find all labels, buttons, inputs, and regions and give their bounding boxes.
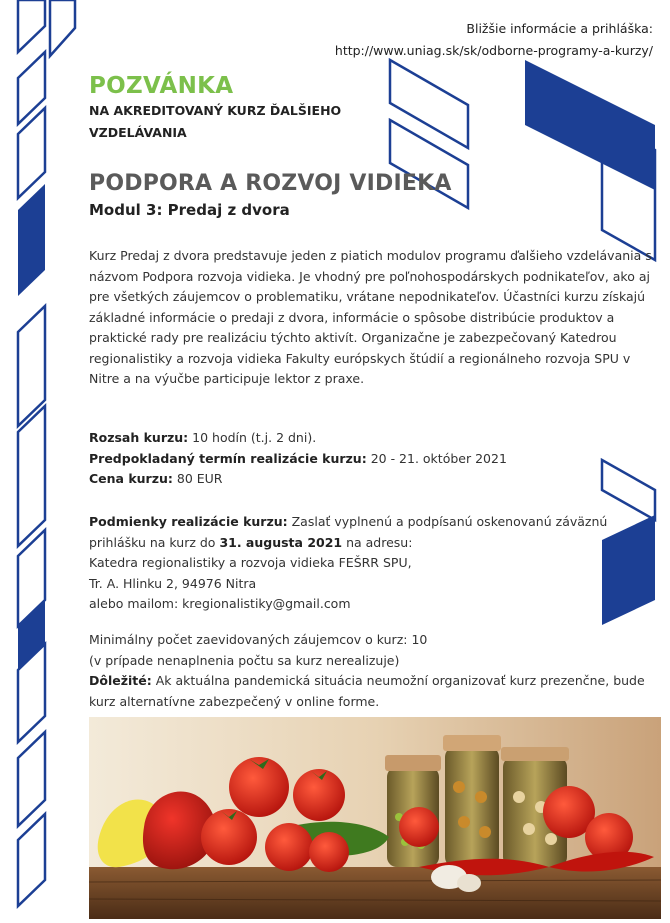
price-value: 80 EUR (172, 471, 223, 486)
term-value: 20 - 21. október 2021 (366, 450, 507, 466)
address-line2: Tr. A. Hlinku 2, 94976 Nitra (89, 575, 257, 591)
conditions-label: Podmienky realizácie kurzu: (89, 514, 288, 529)
conditions-text-part2: na adresu: (342, 534, 413, 550)
term-label: Predpokladaný termín realizácie kurzu: (89, 450, 367, 466)
invitation-subtitle-line1: NA AKREDITOVANÝ KURZ ĎALŠIEHO (89, 103, 342, 118)
module-title: Modul 3: Predaj z dvora (89, 201, 290, 219)
important-text: Ak aktuálna pandemická situácia neumožní organizovať kurz prezenčne, bude kurz alternatívne zabezpečený v online forme. (89, 673, 645, 709)
program-title: PODPORA A ROZVOJ VIDIEKA (89, 171, 452, 196)
term-row (89, 449, 649, 470)
tomato (293, 769, 345, 821)
address-line1: Katedra regionalistiky a rozvoja vidieka FEŠRR SPU, (89, 555, 412, 570)
stripe-outline (50, 0, 75, 56)
vegetables-illustration (89, 717, 661, 919)
conditions-text (89, 512, 649, 553)
info-url-link[interactable]: http://www.uniag.sk/sk/odborne-programy-a-kurzy/ (334, 43, 653, 58)
price-label: Cena kurzu: (89, 471, 173, 486)
stripe-outline (18, 0, 45, 52)
notes-block (89, 630, 649, 712)
info-label: Bližšie informácie a prihláška: (466, 21, 653, 36)
min-participants-note: (v prípade nenaplnenia počtu sa kurz nerealizuje) (89, 652, 400, 668)
course-description: Kurz Predaj z dvora predstavuje jeden z piatich modulov programu ďalšieho vzdelávania s názvom Podpora rozvoja vidieka. Je vhodný pre poľnohospodárskych podnikateľov, ako aj pre všetkých záujemcov o problematiku, vrátane nepodnikateľov. Účastníci kurzu získajú základné informácie o predaji z dvora, informácie o spôsobe distribúcie produktov a praktické rady pre realizáciu týchto aktivít. Organizačne je zabezpečovaný Katedrou regionalistiky a rozvoja vidieka Fakulty európskych štúdií a regionálneho rozvoja SPU v Nitre a na výučbe participuje lektor z praxe. (89, 248, 652, 386)
price-row (89, 469, 649, 490)
min-participants: Minimálny počet zaevidovaných záujemcov o kurz: 10 (89, 632, 428, 647)
stripe-solid (18, 184, 45, 296)
garlic (457, 874, 481, 892)
stripe-outline (18, 732, 45, 826)
stripe-outline (18, 306, 45, 426)
conditions-block (89, 512, 649, 615)
stripe-outline (18, 814, 45, 906)
jar-middle (443, 735, 501, 867)
invitation-block (89, 72, 419, 144)
stripe-solid (18, 600, 45, 670)
deadline-date: 31. augusta 2021 (219, 534, 343, 550)
scope-value: 10 hodín (t.j. 2 dni). (188, 430, 317, 445)
invitation-subtitle-line2: VZDELÁVANIA (89, 125, 187, 140)
course-details (89, 428, 649, 490)
important-label: Dôležité: (89, 673, 152, 688)
invitation-subtitle (89, 100, 419, 144)
scope-label: Rozsah kurzu: (89, 430, 189, 445)
tomato (309, 832, 349, 872)
info-header (253, 18, 653, 62)
tomato (399, 807, 439, 847)
invitation-title: POZVÁNKA (89, 73, 234, 99)
scope-row (89, 428, 649, 449)
tomato (265, 823, 313, 871)
vegetables-photo (89, 717, 661, 919)
stripe-outline (18, 406, 45, 546)
conditions-text-part1: Zaslať vyplnenú a podpísanú oskenovanú záväznú prihlášku na kurz do (89, 514, 608, 550)
important-note (89, 671, 649, 712)
stripe-solid (525, 60, 655, 190)
email-line: alebo mailom: kregionalistiky@gmail.com (89, 596, 351, 611)
